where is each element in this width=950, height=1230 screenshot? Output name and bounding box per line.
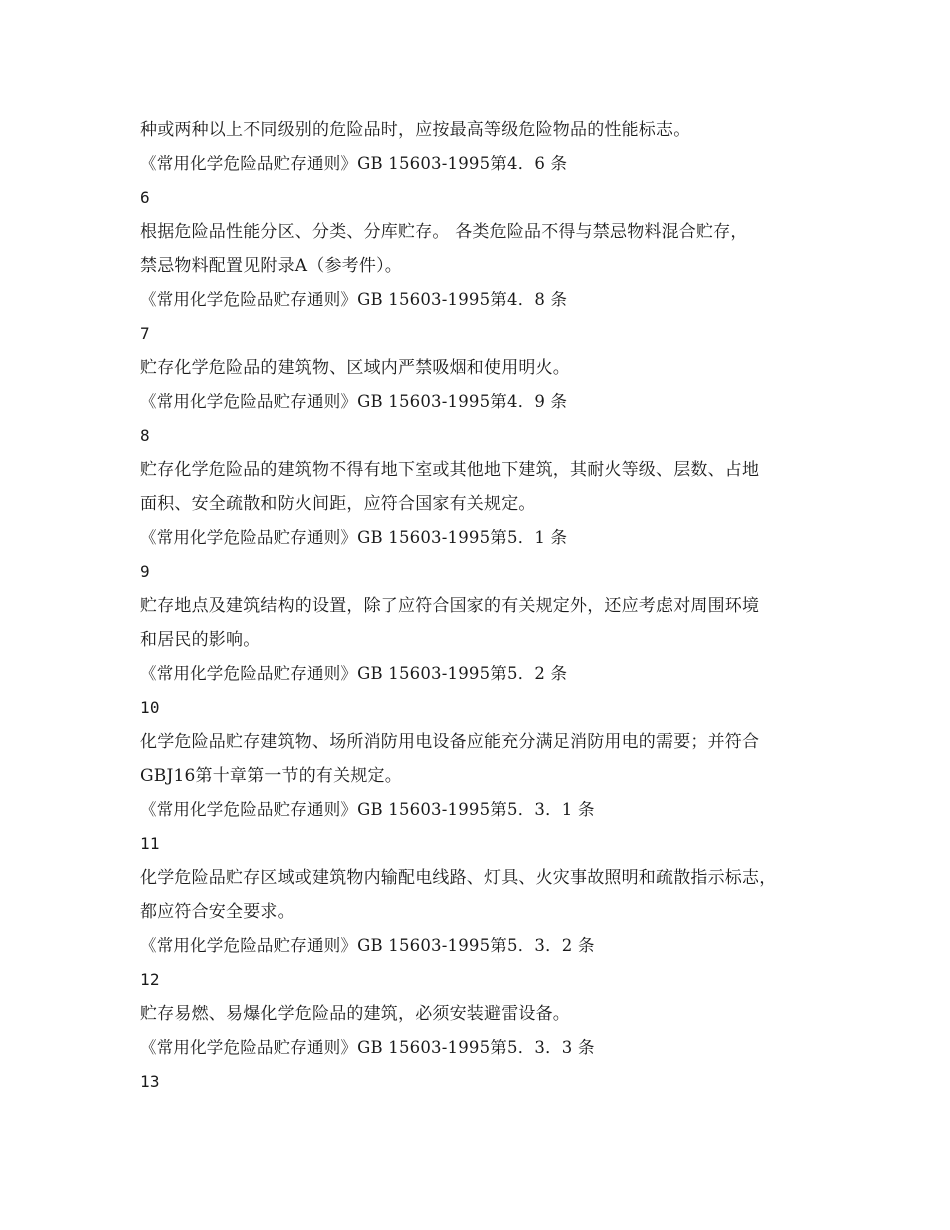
text-line: 面积、安全疏散和防火间距，应符合国家有关规定。: [140, 494, 536, 514]
text-line: 贮存易燃、易爆化学危险品的建筑，必须安装避雷设备。: [140, 1004, 570, 1024]
text-line: 都应符合安全要求。: [140, 902, 295, 922]
document-body: [140, 113, 840, 1099]
citation-line: 《常用化学危险品贮存通则》GB 15603-1995第4．8 条: [140, 290, 568, 309]
text-line: 根据危险品性能分区、分类、分库贮存。 各类危险品不得与禁忌物料混合贮存，: [140, 222, 748, 242]
clause-number: 11: [140, 834, 160, 853]
citation-line: 《常用化学危险品贮存通则》GB 15603-1995第5．3．3 条: [140, 1038, 595, 1057]
text-line: 种或两种以上不同级别的危险品时，应按最高等级危险物品的性能标志。: [140, 120, 691, 140]
citation-line: 《常用化学危险品贮存通则》GB 15603-1995第4．6 条: [140, 154, 568, 173]
text-line: 禁忌物料配置见附录A（参考件）。: [140, 256, 402, 276]
clause-number: 12: [140, 970, 160, 989]
text-line: 贮存地点及建筑结构的设置，除了应符合国家的有关规定外，还应考虑对周围环境: [140, 596, 760, 616]
text-line: 化学危险品贮存建筑物、场所消防用电设备应能充分满足消防用电的需要；并符合: [140, 732, 760, 752]
clause-number: 6: [140, 188, 150, 207]
citation-line: 《常用化学危险品贮存通则》GB 15603-1995第5．3．1 条: [140, 800, 595, 819]
clause-number: 13: [140, 1072, 160, 1091]
text-line: 贮存化学危险品的建筑物不得有地下室或其他地下建筑，其耐火等级、层数、占地: [140, 460, 760, 480]
text-line: 贮存化学危险品的建筑物、区域内严禁吸烟和使用明火。: [140, 358, 570, 378]
clause-number: 9: [140, 562, 150, 581]
clause-number: 8: [140, 426, 150, 445]
text-line: GBJ16第十章第一节的有关规定。: [140, 766, 402, 786]
clause-number: 7: [140, 324, 150, 343]
text-line: 化学危险品贮存区域或建筑物内输配电线路、灯具、火灾事故照明和疏散指示标志，: [140, 868, 777, 888]
citation-line: 《常用化学危险品贮存通则》GB 15603-1995第4．9 条: [140, 392, 568, 411]
citation-line: 《常用化学危险品贮存通则》GB 15603-1995第5．2 条: [140, 664, 568, 683]
citation-line: 《常用化学危险品贮存通则》GB 15603-1995第5．3．2 条: [140, 936, 595, 955]
citation-line: 《常用化学危险品贮存通则》GB 15603-1995第5．1 条: [140, 528, 568, 547]
clause-number: 10: [140, 698, 160, 717]
text-line: 和居民的影响。: [140, 630, 261, 650]
